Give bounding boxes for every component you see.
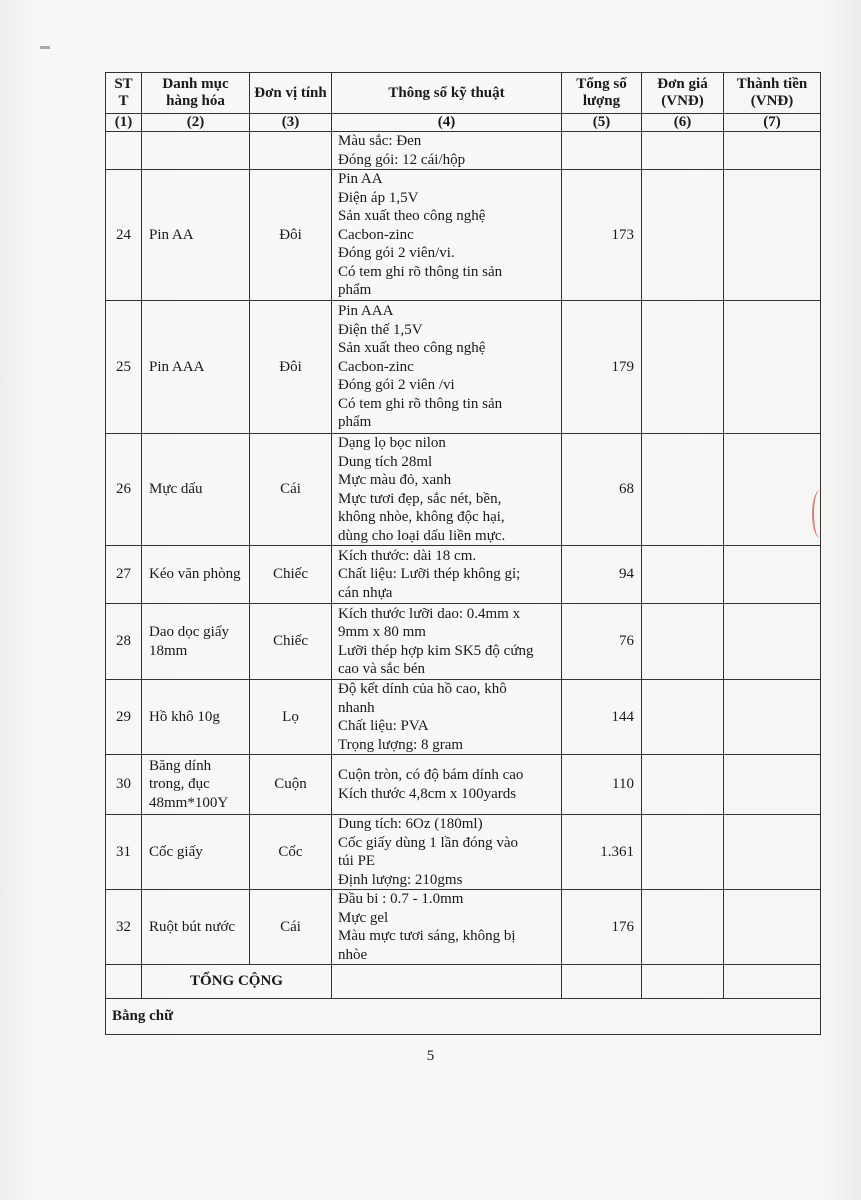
header-total: Thành tiền (VNĐ) <box>724 73 821 114</box>
table-row <box>106 890 821 965</box>
header-price: Đơn giá (VNĐ) <box>642 73 724 114</box>
spec-line: Sản xuất theo công nghệ <box>338 208 486 225</box>
spec-cell <box>332 680 562 755</box>
total-cell <box>724 965 821 999</box>
name-cell: Hồ khô 10g <box>142 680 250 755</box>
spec-line: Màu mực tươi sáng, không bị <box>338 928 516 944</box>
spec-line: Cacbon-zinc <box>338 358 414 375</box>
spec-cell <box>332 434 562 546</box>
spec-cell <box>332 301 562 434</box>
total-cell <box>724 132 821 170</box>
total-cell <box>724 890 821 965</box>
price-cell <box>642 170 724 301</box>
stt-cell: 30 <box>106 755 142 815</box>
spec-line: Lưỡi thép hợp kim SK5 độ cứng <box>338 642 534 659</box>
qty-cell: 144 <box>562 680 642 755</box>
spec-line: Trọng lượng: 8 gram <box>338 736 464 753</box>
price-cell <box>642 755 724 815</box>
spec-line: Kích thước: dài 18 cm. <box>338 547 477 564</box>
qty-cell: 179 <box>562 301 642 434</box>
spec-line: Đầu bi : 0.7 - 1.0mm <box>338 891 464 907</box>
spec-line: không nhòe, không độc hại, <box>338 509 505 525</box>
spec-line: Cốc giấy dùng 1 lần đóng vào <box>338 834 518 851</box>
table-row <box>106 170 821 301</box>
unit-cell: Cốc <box>250 815 332 890</box>
qty-cell: 176 <box>562 890 642 965</box>
spec-cell <box>332 965 562 999</box>
in-words-label: Bằng chữ <box>106 999 821 1035</box>
spec-line: Có tem ghi rõ thông tin sản <box>338 395 503 412</box>
stt-cell: 28 <box>106 604 142 680</box>
spec-line: dùng cho loại dấu liền mực. <box>338 527 506 544</box>
column-index: (7) <box>724 114 821 132</box>
total-cell <box>724 604 821 680</box>
qty-cell: 94 <box>562 546 642 604</box>
header-name: Danh mục hàng hóa <box>142 73 250 114</box>
spec-line: Dung tích 28ml <box>338 453 433 470</box>
column-index: (5) <box>562 114 642 132</box>
unit-cell: Đôi <box>250 301 332 434</box>
table-row <box>106 680 821 755</box>
spec-line: Độ kết dính của hồ cao, khô <box>338 681 507 697</box>
unit-cell: Cái <box>250 890 332 965</box>
name-cell <box>142 132 250 170</box>
price-cell <box>642 890 724 965</box>
price-cell <box>642 680 724 755</box>
name-cell: Mực dấu <box>142 434 250 546</box>
spec-line: Kích thước 4,8cm x 100yards <box>338 785 517 802</box>
column-index-row <box>106 114 821 132</box>
column-index: (4) <box>332 114 562 132</box>
spec-line: Pin AA <box>338 171 383 188</box>
stt-cell: 29 <box>106 680 142 755</box>
price-cell <box>642 965 724 999</box>
table-row <box>106 546 821 604</box>
spec-line: Có tem ghi rõ thông tin sản <box>338 263 503 280</box>
total-cell <box>724 680 821 755</box>
stt-cell: 27 <box>106 546 142 604</box>
spec-line: Điện thế 1,5V <box>338 321 423 338</box>
spec-line: Chất liệu: Lưỡi thép không gỉ; <box>338 566 521 583</box>
spec-line: Mực gel <box>338 909 389 926</box>
header-row <box>106 73 821 114</box>
qty-cell: 76 <box>562 604 642 680</box>
header-unit: Đơn vị tính <box>250 73 332 114</box>
spec-line: Đóng gói: 12 cái/hộp <box>338 151 466 168</box>
table-row <box>106 301 821 434</box>
spec-line: Chất liệu: PVA <box>338 718 429 734</box>
spec-line: Đóng gói 2 viên /vi <box>338 377 455 394</box>
column-index: (3) <box>250 114 332 132</box>
name-cell: Cốc giấy <box>142 815 250 890</box>
table-row <box>106 815 821 890</box>
name-cell: Pin AAA <box>142 301 250 434</box>
price-cell <box>642 434 724 546</box>
price-cell <box>642 546 724 604</box>
table-row <box>106 434 821 546</box>
stt-cell: 24 <box>106 170 142 301</box>
qty-cell: 68 <box>562 434 642 546</box>
column-index: (6) <box>642 114 724 132</box>
header-spec: Thông số kỹ thuật <box>332 73 562 114</box>
column-index: (1) <box>106 114 142 132</box>
qty-cell: 173 <box>562 170 642 301</box>
spec-cell <box>332 604 562 680</box>
scan-mark <box>40 46 50 49</box>
price-cell <box>642 815 724 890</box>
unit-cell: Lọ <box>250 680 332 755</box>
header-qty: Tổng số lượng <box>562 73 642 114</box>
total-cell <box>724 434 821 546</box>
total-cell <box>724 301 821 434</box>
total-cell <box>724 755 821 815</box>
spec-line: Đóng gói 2 viên/vi. <box>338 245 455 262</box>
name-cell: Băng dính trong, đục 48mm*100Y <box>142 755 250 815</box>
in-words-row <box>106 999 821 1035</box>
spec-line: phẩm <box>338 282 372 299</box>
spec-line: Dung tích: 6Oz (180ml) <box>338 816 483 832</box>
spec-line: Cacbon-zinc <box>338 226 414 243</box>
unit-cell: Chiếc <box>250 546 332 604</box>
spec-line: Sản xuất theo công nghệ <box>338 340 486 357</box>
spec-cell <box>332 132 562 170</box>
spec-cell <box>332 170 562 301</box>
stt-cell: 26 <box>106 434 142 546</box>
stt-cell: 32 <box>106 890 142 965</box>
total-cell <box>724 815 821 890</box>
spec-line: túi PE <box>338 853 376 869</box>
spec-line: phẩm <box>338 414 372 431</box>
grand-total-row <box>106 965 821 999</box>
spec-line: cao và sắc bén <box>338 661 426 677</box>
total-cell <box>724 170 821 301</box>
spec-cell <box>332 890 562 965</box>
qty-cell <box>562 965 642 999</box>
unit-cell: Chiếc <box>250 604 332 680</box>
header-stt: ST T <box>106 73 142 114</box>
table-row <box>106 604 821 680</box>
unit-cell <box>250 132 332 170</box>
spec-cell <box>332 755 562 815</box>
name-cell: Pin AA <box>142 170 250 301</box>
spec-line: nhòe <box>338 946 368 963</box>
spec-line: Kích thước lưỡi dao: 0.4mm x <box>338 605 521 622</box>
qty-cell: 110 <box>562 755 642 815</box>
price-cell <box>642 301 724 434</box>
grand-total-label: TỔNG CỘNG <box>142 965 332 999</box>
spec-line: Mực tươi đẹp, sắc nét, bền, <box>338 490 502 507</box>
spec-line: Màu sắc: Đen <box>338 133 422 149</box>
total-cell <box>724 546 821 604</box>
continued-row <box>106 132 821 170</box>
spec-cell <box>332 546 562 604</box>
stt-cell: 31 <box>106 815 142 890</box>
price-cell <box>642 604 724 680</box>
spec-line: Định lượng: 210gms <box>338 871 463 888</box>
spec-line: cán nhựa <box>338 584 393 601</box>
unit-cell: Cái <box>250 434 332 546</box>
name-cell: Ruột bút nước <box>142 890 250 965</box>
column-index: (2) <box>142 114 250 132</box>
stt-cell: 25 <box>106 301 142 434</box>
spec-line: nhanh <box>338 699 375 716</box>
spec-line: 9mm x 80 mm <box>338 624 426 640</box>
goods-spec-table <box>105 72 821 1035</box>
name-cell: Dao dọc giấy 18mm <box>142 604 250 680</box>
spec-cell <box>332 815 562 890</box>
name-cell: Kéo văn phòng <box>142 546 250 604</box>
qty-cell <box>562 132 642 170</box>
table-row <box>106 755 821 815</box>
spec-line: Dạng lọ bọc nilon <box>338 435 446 451</box>
price-cell <box>642 132 724 170</box>
page-number: 5 <box>426 1048 435 1064</box>
unit-cell: Đôi <box>250 170 332 301</box>
qty-cell: 1.361 <box>562 815 642 890</box>
stt-cell <box>106 965 142 999</box>
spec-line: Mực màu đỏ, xanh <box>338 472 452 488</box>
seal-fragment <box>812 490 828 538</box>
unit-cell: Cuộn <box>250 755 332 815</box>
spec-line: Điện áp 1,5V <box>338 189 419 206</box>
spec-line: Pin AAA <box>338 303 394 320</box>
spec-line: Cuộn tròn, có độ bám dính cao <box>338 767 524 783</box>
stt-cell <box>106 132 142 170</box>
